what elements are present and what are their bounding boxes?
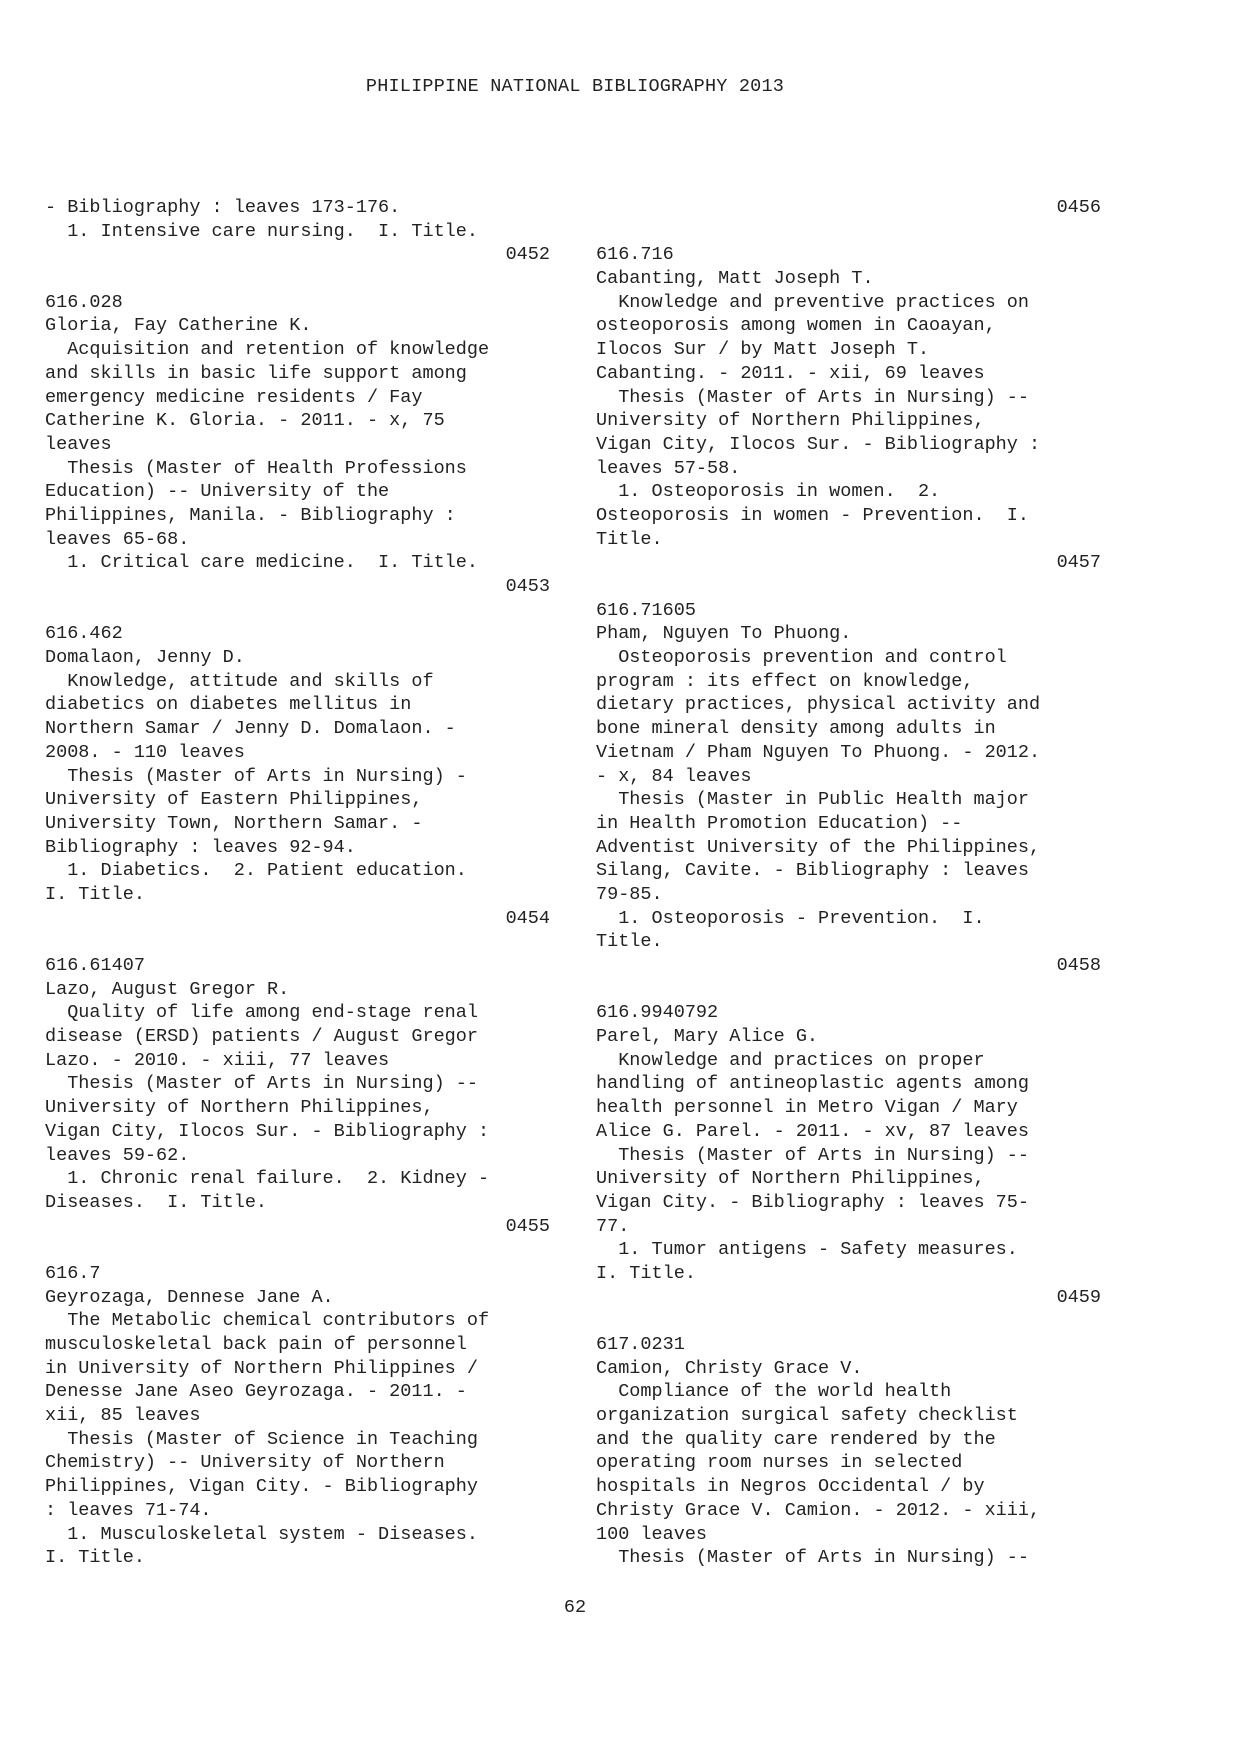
entry-line: Bibliography : leaves 92-94. — [45, 836, 356, 858]
entry-line: Cabanting, Matt Joseph T. — [596, 268, 874, 290]
entry-number: 0453 — [505, 576, 550, 597]
entry-line: - Bibliography : leaves 173-176. — [45, 197, 401, 218]
entry-line: University of Northern Philippines, — [596, 410, 985, 432]
entry-line: 1. Osteoporosis - Prevention. I. — [596, 907, 985, 929]
entry-line: 617.0231 — [596, 1334, 685, 1355]
entry-line: diabetics on diabetes mellitus in — [45, 694, 412, 716]
entry-line: organization surgical safety checklist — [596, 1405, 1018, 1427]
entry-line: Lazo. - 2010. - xiii, 77 leaves — [45, 1049, 390, 1071]
entry-line: 616.462 — [45, 623, 123, 645]
entry-line: 616.61407 — [45, 955, 145, 976]
entry-line: 1. Chronic renal failure. 2. Kidney - — [45, 1168, 490, 1190]
blank-line — [596, 1309, 1101, 1333]
entry-line: Knowledge, attitude and skills of — [45, 670, 434, 692]
entry-line: 1. Intensive care nursing. I. Title. — [45, 220, 478, 242]
blank-line — [596, 978, 1101, 1002]
entry-line: Thesis (Master of Arts in Nursing) -- — [45, 1073, 478, 1095]
entry-line: Acquisition and retention of knowledge — [45, 339, 490, 361]
entry-line: Knowledge and preventive practices on — [596, 291, 1029, 313]
entry-line: musculoskeletal back pain of personnel — [45, 1334, 467, 1355]
entry-line: handling of antineoplastic agents among — [596, 1073, 1029, 1095]
blank-line — [45, 599, 550, 623]
entry-line: and skills in basic life support among — [45, 362, 467, 384]
entry-line: dietary practices, physical activity and — [596, 694, 1041, 716]
entry-line: Vigan City, Ilocos Sur. - Bibliography : — [596, 433, 1041, 455]
right-column — [596, 196, 1101, 1570]
entry-number: 0456 — [1056, 197, 1101, 218]
entry-line: 79-85. — [596, 883, 663, 905]
entry-line: The Metabolic chemical contributors of — [45, 1310, 490, 1332]
entry-number: 0459 — [1056, 1286, 1101, 1308]
entry-line: 616.716 — [596, 244, 674, 266]
entry-line: 1. Critical care medicine. I. Title. — [45, 552, 478, 574]
entry-line: Thesis (Master of Health Professions — [45, 457, 467, 479]
entry-number: 0455 — [505, 1215, 550, 1237]
entry-line: 1. Osteoporosis in women. 2. — [596, 481, 941, 503]
entry-line: Christy Grace V. Camion. - 2012. - xiii, — [596, 1499, 1041, 1521]
entry-line: Diseases. I. Title. — [45, 1191, 268, 1213]
entry-line: 616.028 — [45, 291, 123, 313]
entry-line: hospitals in Negros Occidental / by — [596, 1476, 985, 1498]
entry-line: Vigan City, Ilocos Sur. - Bibliography : — [45, 1120, 490, 1142]
entry-line: operating room nurses in selected — [596, 1452, 963, 1474]
entry-number: 0458 — [1056, 955, 1101, 976]
entry-line: 616.7 — [45, 1262, 101, 1284]
entry-line: Cabanting. - 2011. - xii, 69 leaves — [596, 362, 985, 384]
entry-line: in University of Northern Philippines / — [45, 1357, 478, 1379]
entry-line: Compliance of the world health — [596, 1381, 952, 1403]
entry-line: I. Title. — [45, 883, 145, 905]
entry-line: 616.9940792 — [596, 1002, 719, 1024]
entry-line: Chemistry) -- University of Northern — [45, 1452, 445, 1474]
entry-line: 77. — [596, 1215, 630, 1237]
entry-line: leaves 59-62. — [45, 1144, 190, 1166]
entry-line: 616.71605 — [596, 599, 696, 621]
entry-line: bone mineral density among adults in — [596, 718, 996, 740]
entry-line: Education) -- University of the — [45, 481, 390, 503]
entry-line: Thesis (Master of Science in Teaching — [45, 1428, 478, 1450]
entry-line: Quality of life among end-stage renal — [45, 1002, 478, 1024]
entry-line: and the quality care rendered by the — [596, 1428, 996, 1450]
entry-line: leaves — [45, 433, 112, 455]
entry-line: Thesis (Master of Arts in Nursing) - — [45, 765, 467, 787]
entry-line: Osteoporosis in women - Prevention. I. — [596, 504, 1029, 526]
entry-line: leaves 57-58. — [596, 457, 741, 479]
entry-line: 1. Diabetics. 2. Patient education. — [45, 860, 467, 882]
entry-line: Thesis (Master in Public Health major — [596, 789, 1029, 811]
entry-line: - x, 84 leaves — [596, 765, 752, 787]
entry-line: program : its effect on knowledge, — [596, 670, 974, 692]
entry-line: Vietnam / Pham Nguyen To Phuong. - 2012. — [596, 741, 1041, 763]
entry-line: 100 leaves — [596, 1523, 708, 1545]
entry-line: Gloria, Fay Catherine K. — [45, 315, 312, 337]
entry-line: emergency medicine residents / Fay — [45, 386, 423, 408]
entry-line: Title. — [596, 528, 663, 550]
entry-line: Philippines, Manila. - Bibliography : — [45, 504, 456, 526]
entry-line: Adventist University of the Philippines, — [596, 836, 1041, 858]
entry-line: in Health Promotion Education) -- — [596, 812, 963, 834]
entry-line: University of Eastern Philippines, — [45, 789, 423, 811]
entry-line: I. Title. — [45, 1547, 145, 1569]
entry-line: : leaves 71-74. — [45, 1499, 212, 1521]
entry-line: Alice G. Parel. - 2011. - xv, 87 leaves — [596, 1120, 1029, 1142]
left-column — [45, 196, 550, 1570]
entry-line: Camion, Christy Grace V. — [596, 1357, 863, 1379]
entry-line: Geyrozaga, Dennese Jane A. — [45, 1286, 334, 1308]
entry-line: Knowledge and practices on proper — [596, 1049, 985, 1071]
entry-line: 1. Tumor antigens - Safety measures. — [596, 1239, 1018, 1261]
blank-line — [45, 930, 550, 954]
entry-line: Philippines, Vigan City. - Bibliography — [45, 1476, 478, 1498]
entry-line: Domalaon, Jenny D. — [45, 647, 245, 669]
entry-line: xii, 85 leaves — [45, 1405, 201, 1427]
entry-line: health personnel in Metro Vigan / Mary — [596, 1097, 1018, 1119]
entry-number: 0454 — [505, 907, 550, 929]
entry-line: University of Northern Philippines, — [45, 1097, 434, 1119]
entry-line: I. Title. — [596, 1262, 696, 1284]
entry-line: disease (ERSD) patients / August Gregor — [45, 1026, 478, 1048]
entry-line: University Town, Northern Samar. - — [45, 812, 423, 834]
entry-line: Osteoporosis prevention and control — [596, 647, 1007, 669]
entry-line: 2008. - 110 leaves — [45, 741, 245, 763]
entry-line: Vigan City. - Bibliography : leaves 75- — [596, 1191, 1029, 1213]
entry-line: Catherine K. Gloria. - 2011. - x, 75 — [45, 410, 445, 432]
entry-line: Thesis (Master of Arts in Nursing) -- — [596, 386, 1029, 408]
entry-line: Denesse Jane Aseo Geyrozaga. - 2011. - — [45, 1381, 467, 1403]
page-number: 62 — [563, 1597, 587, 1618]
entry-line: University of Northern Philippines, — [596, 1168, 985, 1190]
blank-line — [45, 267, 550, 291]
entry-number: 0452 — [505, 244, 550, 266]
entry-line: 1. Musculoskeletal system - Diseases. — [45, 1523, 478, 1545]
entry-line: Silang, Cavite. - Bibliography : leaves — [596, 860, 1029, 882]
entry-line: Ilocos Sur / by Matt Joseph T. — [596, 339, 930, 361]
entry-line: leaves 65-68. — [45, 528, 190, 550]
entry-line: Lazo, August Gregor R. — [45, 978, 290, 1000]
entry-line: Thesis (Master of Arts in Nursing) -- — [596, 1144, 1029, 1166]
entry-line: Pham, Nguyen To Phuong. — [596, 623, 852, 645]
entry-line: Northern Samar / Jenny D. Domalaon. - — [45, 718, 456, 740]
entry-number: 0457 — [1056, 552, 1101, 574]
entry-line: Parel, Mary Alice G. — [596, 1026, 819, 1048]
page-header-title: PHILIPPINE NATIONAL BIBLIOGRAPHY 2013 — [365, 76, 785, 97]
blank-line — [596, 220, 1101, 244]
entry-line: osteoporosis among women in Caoayan, — [596, 315, 996, 337]
entry-line: Title. — [596, 931, 663, 953]
entry-line: Thesis (Master of Arts in Nursing) -- — [596, 1547, 1029, 1569]
blank-line — [45, 1238, 550, 1262]
blank-line — [596, 575, 1101, 599]
